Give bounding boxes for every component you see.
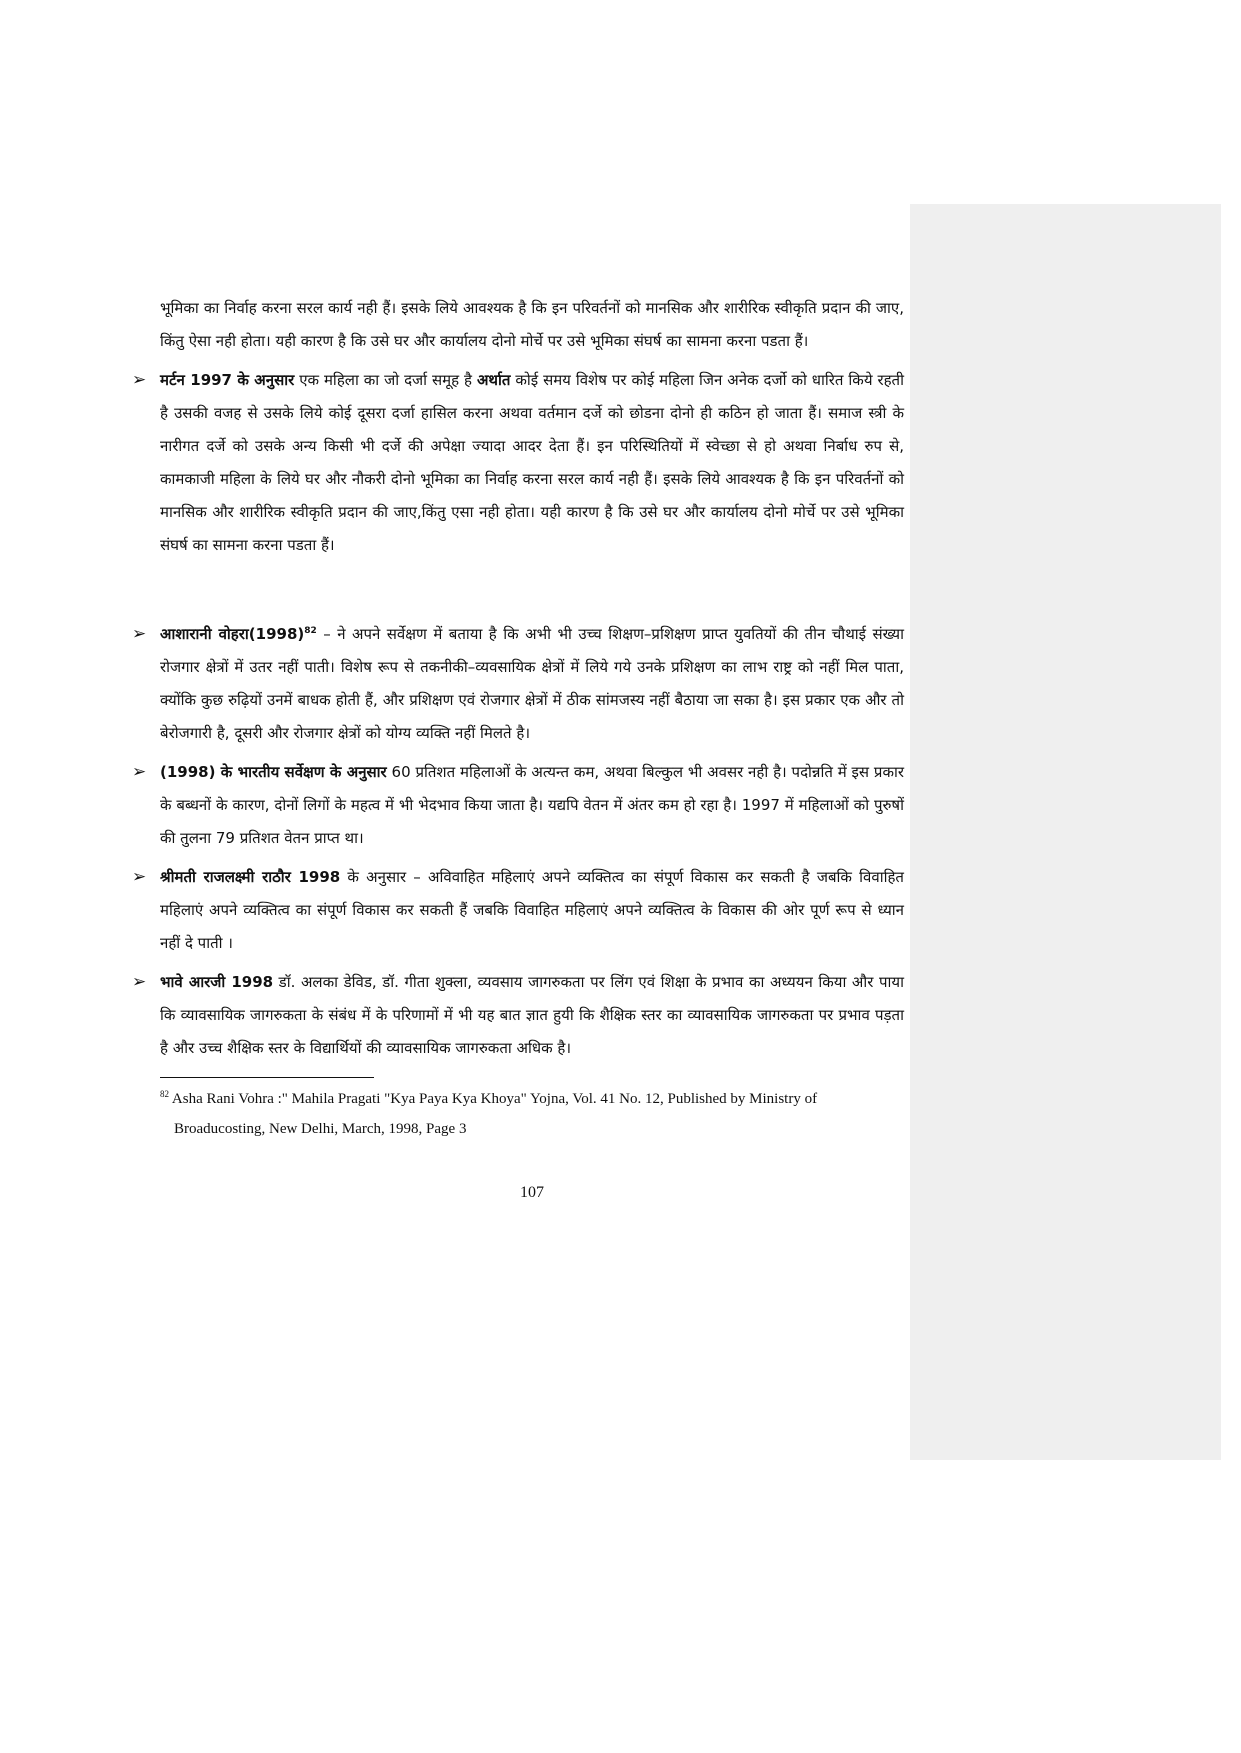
page-number: 107: [520, 1184, 544, 1201]
item-heading: मर्टन 1997 के अनुसार: [160, 371, 295, 389]
item-heading: आशारानी वोहरा(1998): [160, 625, 305, 643]
item-text: 60 प्रतिशत महिलाओं के अत्यन्त कम, अथवा बिल्कुल भी अवसर नही है। पदोन्नति में इस प्रकार के बब्धनों के कारण, दोनों लिगों के महत्व में भी भेदभाव किया जाता है। यद्यपि वेतन में अंतर कम हो रहा है। 1997 में महिलाओं को पुरुषों की तुलना 79 प्रतिशत वेतन प्राप्त था।: [160, 763, 904, 847]
footnote-marker: 82: [160, 1089, 169, 1099]
intro-paragraph: भूमिका का निर्वाह करना सरल कार्य नही हैं। इसके लिये आवश्यक है कि इन परिवर्तनों को मानसिक और शारीरिक स्वीकृति प्रदान की जाए, किंतु ऐसा नही होता। यही कारण है कि उसे घर और कार्यालय दोनो मोर्चे पर उसे भूमिका संघर्ष का सामना करना पडता हैं।: [160, 299, 904, 350]
footnote-reference[interactable]: 82: [304, 626, 317, 636]
arrow-bullet-icon: ➢: [132, 762, 147, 782]
arrow-bullet-icon: ➢: [132, 624, 147, 644]
page-body: [132, 292, 904, 1202]
item-text: डॉ. अलका डेविड, डॉ. गीता शुक्ला, व्यवसाय जागरुकता पर लिंग एवं शिक्षा के प्रभाव का अध्ययन किया और पाया कि व्यावसायिक जागरुकता के संबंध में के परिणामों में भी यह बात ज्ञात हुयी कि शैक्षिक स्तर का व्यावसायिक जागरुकता पर प्रभाव पड़ता है और उच्च शैक्षिक स्तर के विद्यार्थियों की व्यावसायिक जागरुकता अधिक है।: [160, 973, 904, 1057]
footnote-divider: [160, 1077, 374, 1078]
item-text: एक महिला का जो दर्जा समूह है: [294, 371, 477, 389]
arrow-bullet-icon: ➢: [132, 867, 147, 887]
list-item: [132, 966, 904, 1065]
list-item: [132, 618, 904, 750]
item-text: – ने अपने सर्वेक्षण में बताया है कि अभी भी उच्च शिक्षण–प्रशिक्षण प्राप्त युवतियों की तीन चौथाई संख्या रोजगार क्षेत्रों में उतर नहीं पाती। विशेष रूप से तकनीकी–व्यवसायिक क्षेत्रों में लिये गये उनके प्रशिक्षण का लाभ राष्ट्र को नहीं मिल पाता, क्योंकि कुछ रुढ़ियों उनमें बाधक होती हैं, और प्रशिक्षण एवं रोजगार क्षेत्रों में ठीक सांमजस्य नहीं बैठाया जा सका है। इस प्रकार एक और तो बेरोजगारी है, दूसरी और रोजगार क्षेत्रों को योग्य व्यक्ति नहीं मिलते है।: [160, 625, 904, 742]
item-text: के अनुसार – अविवाहित महिलाएं अपने व्यक्तित्व का संपूर्ण विकास कर सकती है जबकि विवाहित महिलाएं अपने व्यक्तित्व का संपूर्ण विकास कर सकती हैं जबकि विवाहित महिलाएं अपने व्यक्तित्व के विकास की ओर पूर्ण रूप से ध्यान नहीं दे पाती ।: [160, 868, 904, 952]
list-item: [132, 756, 904, 855]
list-item: [132, 364, 904, 562]
footnote: [160, 1084, 904, 1144]
item-heading: श्रीमती राजलक्ष्मी राठौर 1998: [160, 868, 341, 886]
item-heading: भावे आरजी 1998: [160, 973, 274, 991]
arrow-bullet-icon: ➢: [132, 370, 147, 390]
item-emphasis: अर्थात: [476, 371, 511, 389]
list-item: [132, 861, 904, 960]
arrow-bullet-icon: ➢: [132, 972, 147, 992]
footnote-text: Asha Rani Vohra :" Mahila Pragati "Kya Paya Kya Khoya" Yojna, Vol. 41 No. 12, Published by Ministry of Broaducosting, New Delhi, March, 1998, Page 3: [169, 1091, 818, 1137]
item-heading: (1998) के भारतीय सर्वेक्षण के अनुसार: [160, 763, 387, 781]
item-text: कोई समय विशेष पर कोई महिला जिन अनेक दर्जो को धारित किये रहती है उसकी वजह से उसके लिये कोई दूसरा दर्जा हासिल करना अथवा वर्तमान दर्जे को छोडना दोनो ही कठिन हो जाता हैं। समाज स्त्री के नारीगत दर्जे को उसके अन्य किसी भी दर्जे की अपेक्षा ज्यादा आदर देता हैं। इन परिस्थितियों में स्वेच्छा से हो अथवा निर्बाध रुप से, कामकाजी महिला के लिये घर और नौकरी दोनो भूमिका का निर्वाह करना सरल कार्य नही हैं। इसके लिये आवश्यक है कि इन परिवर्तनों को मानसिक और शारीरिक स्वीकृति प्रदान की जाए,किंतु एसा नही होता। यही कारण है कि उसे घर और कार्यालय दोनो मोर्चे पर उसे भूमिका संघर्ष का सामना करना पडता हैं।: [160, 371, 904, 554]
comment-margin-pane: [910, 204, 1221, 1460]
